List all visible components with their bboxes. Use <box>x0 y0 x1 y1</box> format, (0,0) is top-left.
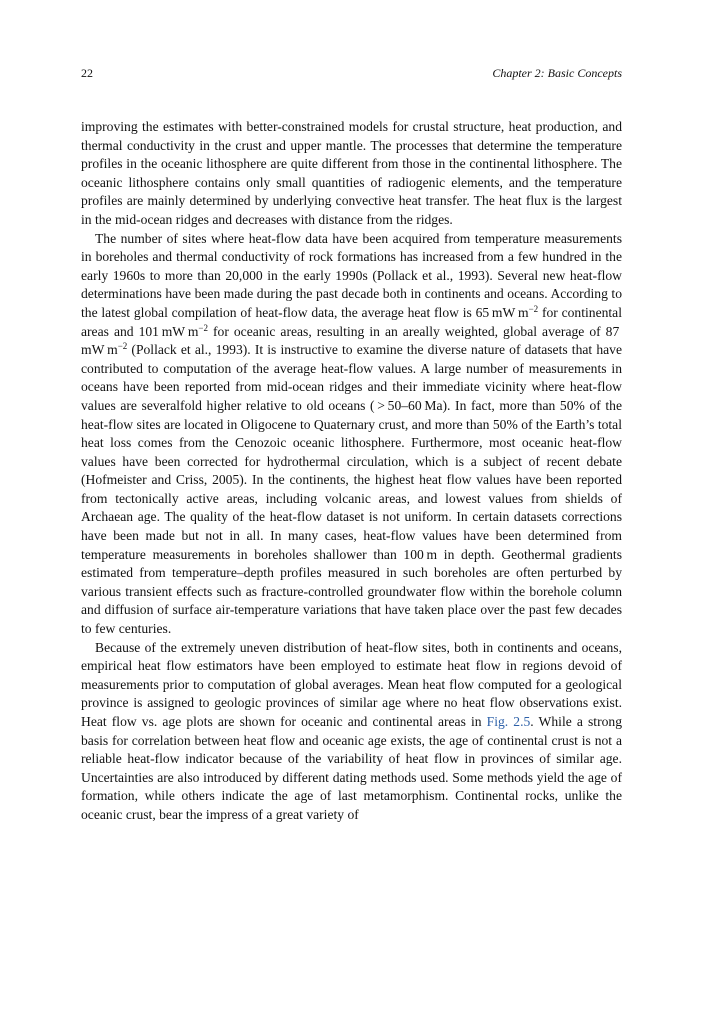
paragraph-2-text-a: The number of sites where heat-flow data have been acquired from temperature measurements in boreholes and thermal conductivity of rock formations has increased from a few hundred in the early 1960s to more than 20,000 in the early 1990s (Pollack et al., 1993). Several new heat-flow determinations have been made during the past decade both in continents and oceans. According to the latest global compilation of heat-flow data, the average heat flow is 65 mW m <box>81 230 622 320</box>
paragraph-3 <box>81 639 622 825</box>
exponent-global: −2 <box>117 341 128 352</box>
paragraph-2-text-b: for continental areas and 101 mW m <box>81 304 622 339</box>
body-text <box>81 118 622 825</box>
running-head: Chapter 2: Basic Concepts <box>492 66 622 80</box>
page-number: 22 <box>81 66 93 80</box>
paragraph-3-text-b: . While a strong basis for correlation between heat flow and oceanic age exists, the age of continental crust is not a reliable heat-flow indicator because of the variability of heat flow in provinces of similar age. Uncertainties are also introduced by different dating methods used. Some methods yield the age of formation, while others indicate the age of last metamorphism. Continental rocks, unlike the oceanic crust, bear the impress of a great variety of <box>81 714 622 822</box>
figure-reference-link[interactable]: Fig. 2.5 <box>486 714 531 729</box>
paragraph-3-text-a: Because of the extremely uneven distribution of heat-flow sites, both in continents and oceans, empirical heat flow estimators have been employed to estimate heat flow in regions devoid of measurements prior to computation of global averages. Mean heat flow computed for a geological province is assigned to geologic provinces of similar age where no heat flow observations exist. Heat flow vs. age plots are shown for oceanic and continental areas in <box>81 639 622 729</box>
exponent-continental: −2 <box>528 303 539 314</box>
paragraph-2 <box>81 230 622 639</box>
paragraph-2-text-d: (Pollack et al., 1993). It is instructive to examine the diverse nature of datasets that have contributed to computation of the average heat-flow values. A large number of measurements in oceans have been reported from mid-ocean ridges and their immediate vicinity where heat-flow values are severalfold higher relative to old oceans ( > 50–60 Ma). In fact, more than 50% of the heat-flow sites are located in Oligocene to Quaternary crust, and more than 50% of the Earth’s total heat loss comes from the Cenozoic oceanic lithosphere. Furthermore, most oceanic heat-flow values have been corrected for hydrothermal circulation, which is a subject of recent debate (Hofmeister and Criss, 2005). In the continents, the highest heat flow values have been reported from tectonically active areas, including volcanic areas, and lowest values from shields of Archaean age. The quality of the heat-flow dataset is not uniform. In certain datasets corrections have been made but not in all. In many cases, heat-flow values have been determined from temperature measurements in boreholes shallower than 100 m in depth. Geothermal gradients estimated from temperature–depth profiles measured in such boreholes are often perturbed by various transient effects such as fracture-controlled groundwater flow within the borehole column and diffusion of surface air-temperature variations that have taken place over the past few decades to few centuries. <box>81 342 622 637</box>
paragraph-2-text-c: for oceanic areas, resulting in an areally weighted, global average of 87 mW m <box>81 323 622 358</box>
paragraph-1: improving the estimates with better-constrained models for crustal structure, heat production, and thermal conductivity in the crust and upper mantle. The processes that determine the temperature profiles in the oceanic lithosphere are quite different from those in the continental lithosphere. The oceanic lithosphere contains only small quantities of radiogenic elements, and the temperature profiles are mainly determined by underlying convective heat transfer. The heat flux is the largest in the mid-ocean ridges and decreases with distance from the ridges. <box>81 119 622 227</box>
exponent-oceanic: −2 <box>198 322 208 333</box>
